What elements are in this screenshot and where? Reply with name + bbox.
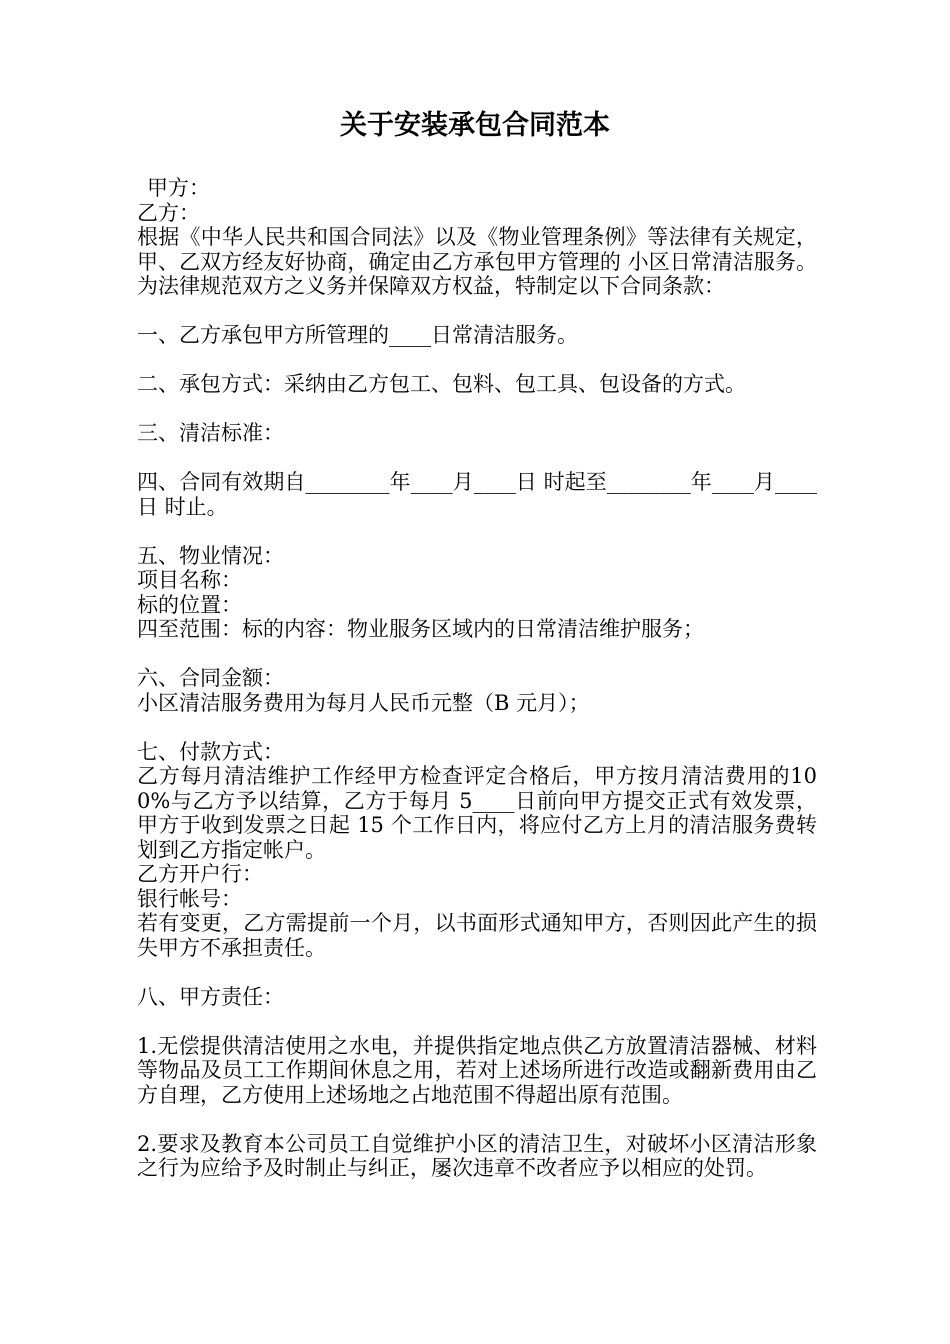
clause-2: 二、承包方式：采纳由乙方包工、包料、包工具、包设备的方式。 [137, 372, 746, 396]
party-b-line: 乙方： [137, 200, 200, 225]
clause-7: 七、付款方式： [137, 739, 284, 764]
clause-1: 一、乙方承包甲方所管理的____日常清洁服务。 [137, 323, 578, 347]
change-paragraph: 若有变更，乙方需提前一个月，以书面形式通知甲方，否则因此产生的损失甲方不承担责任。 [137, 911, 817, 960]
clause-8: 八、甲方责任： [137, 984, 284, 1009]
clause-3: 三、清洁标准： [137, 421, 284, 445]
project-name-line: 项目名称： [137, 568, 242, 592]
account-line: 银行帐号： [137, 886, 242, 911]
clause-6: 六、合同金额： [137, 666, 284, 690]
party-a-line: 甲方： [147, 176, 210, 200]
duty-2-paragraph: 2.要求及教育本公司员工自觉维护小区的清洁卫生，对破坏小区清洁形象之行为应给予及时制止与纠正，屡次违章不改者应予以相应的处罚。 [137, 1131, 817, 1180]
document-body [137, 176, 817, 1181]
bank-line: 乙方开户行： [137, 862, 263, 886]
location-line: 标的位置： [137, 592, 242, 617]
amount-line: 小区清洁服务费用为每月人民币元整（B 元月）； [137, 690, 590, 715]
payment-paragraph: 乙方每月清洁维护工作经甲方检查评定合格后，甲方按月清洁费用的100%与乙方予以结算，乙方于每月 5____日前向甲方提交正式有效发票，甲方于收到发票之日起 15 个工作日内，将应付乙方上月的清洁服务费转划到乙方指定帐户。 [137, 764, 817, 862]
clause-4: 四、合同有效期自________年____月____日 时起至________年____月____日 时止。 [137, 470, 817, 519]
duty-1-paragraph: 1.无偿提供清洁使用之水电，并提供指定地点供乙方放置清洁器械、材料等物品及员工工作期间休息之用，若对上述场所进行改造或翻新费用由乙方自理，乙方使用上述场地之占地范围不得超出原有范围。 [137, 1033, 817, 1107]
scope-line: 四至范围：标的内容：物业服务区域内的日常清洁维护服务； [137, 617, 704, 641]
preamble-paragraph: 根据《中华人民共和国合同法》以及《物业管理条例》等法律有关规定，甲、乙双方经友好协商，确定由乙方承包甲方管理的 小区日常清洁服务。为法律规范双方之义务并保障双方权益，特制定以下合同条款： [137, 225, 817, 298]
clause-5: 五、物业情况： [137, 543, 284, 568]
document-title: 关于安装承包合同范本 [340, 110, 610, 141]
